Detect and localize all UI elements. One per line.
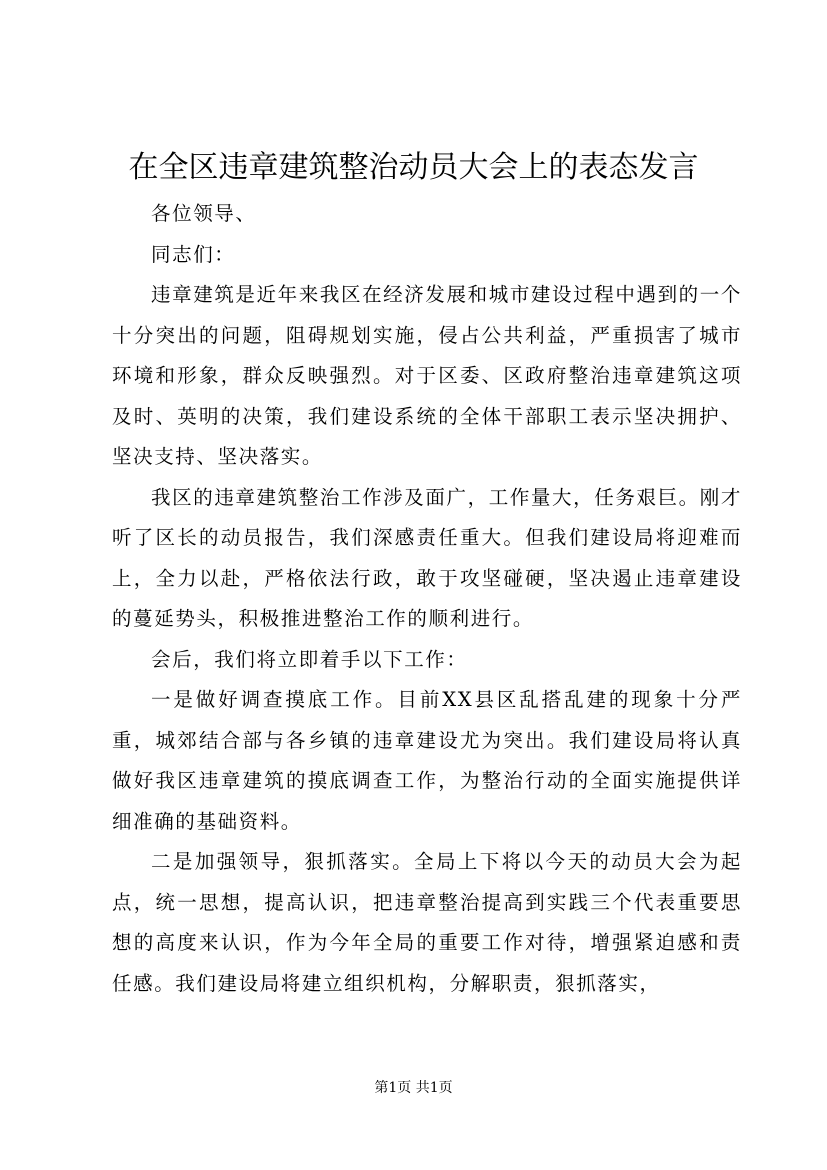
paragraph-next-steps: 会后，我们将立即着手以下工作：: [151, 647, 468, 671]
salutation-comrades: 同志们：: [151, 242, 236, 266]
document-body: [112, 194, 742, 1004]
paragraph-step-two: 二是加强领导，狠抓落实。全局上下将以今天的动员大会为起点，统一思想，提高认识，把违章整治提高到实践三个代表重要思想的高度来认识，作为今年全局的重要工作对待，增强紧迫感和责任感。我们建设局将建立组织机构，分解职责，狠抓落实，: [112, 850, 742, 995]
paragraph-intro: 违章建筑是近年来我区在经济发展和城市建设过程中遇到的一个十分突出的问题，阻碍规划实施，侵占公共利益，严重损害了城市环境和形象，群众反映强烈。对于区委、区政府整治违章建筑这项及时、英明的决策，我们建设系统的全体干部职工表示坚决拥护、坚决支持、坚决落实。: [112, 283, 742, 468]
paragraph-step-one: 一是做好调查摸底工作。目前XX县区乱搭乱建的现象十分严重，城郊结合部与各乡镇的违章建设尤为突出。我们建设局将认真做好我区违章建筑的摸底调查工作，为整治行动的全面实施提供详细准确的基础资料。: [112, 688, 742, 833]
page-footer: 第1页 共1页: [374, 1080, 453, 1096]
document-title: 在全区违章建筑整治动员大会上的表态发言: [128, 150, 699, 185]
salutation-leaders: 各位领导、: [151, 202, 257, 225]
paragraph-commitment: 我区的违章建筑整治工作涉及面广，工作量大，任务艰巨。刚才听了区长的动员报告，我们深感责任重大。但我们建设局将迎难而上，全力以赴，严格依法行政，敢于攻坚碰硬，坚决遏止违章建设的蔓延势头，积极推进整治工作的顺利进行。: [112, 485, 742, 630]
